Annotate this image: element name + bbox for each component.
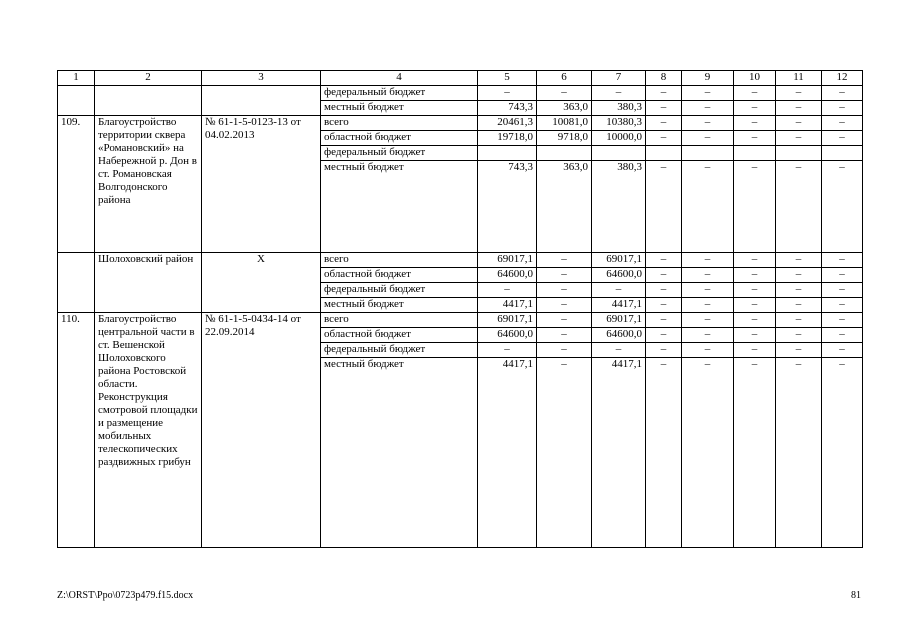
budget-source-label: областной бюджет	[321, 268, 478, 283]
budget-value-cell: 743,3	[478, 101, 537, 116]
budget-value-cell: –	[682, 161, 734, 253]
budget-value-cell	[537, 146, 592, 161]
budget-value-cell: –	[537, 313, 592, 328]
budget-value-cell: –	[682, 86, 734, 101]
budget-value-cell	[822, 146, 863, 161]
budget-value-cell: 69017,1	[478, 253, 537, 268]
budget-value-cell: 10000,0	[592, 131, 646, 146]
column-header: 6	[537, 71, 592, 86]
column-header: 4	[321, 71, 478, 86]
document-ref: № 61-1-5-0123-13 от 04.02.2013	[202, 116, 321, 253]
budget-value-cell: 69017,1	[592, 253, 646, 268]
budget-value-cell	[734, 146, 776, 161]
budget-value-cell: –	[646, 328, 682, 343]
object-name: Благоустройство центральной части в ст. Вешенской Шолоховского района Ростовской области. Реконструкция смотровой площадки и размещение мобильных телескопических раздвижных грибун	[95, 313, 202, 548]
budget-source-label: местный бюджет	[321, 101, 478, 116]
budget-value-cell: –	[822, 161, 863, 253]
budget-value-cell: 9718,0	[537, 131, 592, 146]
budget-value-cell: 19718,0	[478, 131, 537, 146]
budget-value-cell: –	[734, 116, 776, 131]
document-ref: № 61-1-5-0434-14 от 22.09.2014	[202, 313, 321, 548]
budget-value-cell: –	[776, 328, 822, 343]
budget-value-cell: –	[734, 343, 776, 358]
budget-value-cell: –	[682, 343, 734, 358]
budget-value-cell: –	[776, 101, 822, 116]
budget-value-cell: –	[822, 358, 863, 548]
budget-value-cell: –	[537, 86, 592, 101]
budget-value-cell: 10081,0	[537, 116, 592, 131]
budget-value-cell: –	[537, 298, 592, 313]
budget-value-cell: –	[592, 343, 646, 358]
budget-source-label: федеральный бюджет	[321, 146, 478, 161]
budget-source-label: местный бюджет	[321, 358, 478, 548]
budget-value-cell: –	[646, 343, 682, 358]
budget-value-cell: –	[776, 268, 822, 283]
budget-source-label: всего	[321, 253, 478, 268]
budget-value-cell: 380,3	[592, 161, 646, 253]
budget-value-cell: –	[478, 343, 537, 358]
document-ref: X	[202, 253, 321, 313]
budget-value-cell: 4417,1	[592, 298, 646, 313]
budget-value-cell: –	[682, 328, 734, 343]
budget-value-cell	[478, 146, 537, 161]
budget-source-label: местный бюджет	[321, 298, 478, 313]
budget-value-cell: –	[478, 283, 537, 298]
column-header: 11	[776, 71, 822, 86]
budget-value-cell	[776, 146, 822, 161]
column-header: 1	[58, 71, 95, 86]
object-name: Благоустройство территории сквера «Романовский» на Набережной р. Дон в ст. Романовская Волгодонского района	[95, 116, 202, 253]
budget-value-cell: –	[776, 253, 822, 268]
budget-value-cell	[646, 146, 682, 161]
budget-value-cell: 363,0	[537, 101, 592, 116]
budget-value-cell: –	[682, 313, 734, 328]
row-number: 110.	[58, 313, 95, 548]
budget-value-cell: –	[822, 328, 863, 343]
budget-source-label: федеральный бюджет	[321, 343, 478, 358]
object-name	[95, 86, 202, 116]
budget-value-cell: –	[537, 253, 592, 268]
budget-value-cell: 4417,1	[592, 358, 646, 548]
budget-value-cell: –	[682, 283, 734, 298]
footer-file-path: Z:\ORST\Ppo\0723p479.f15.docx	[57, 590, 194, 601]
budget-value-cell: 69017,1	[592, 313, 646, 328]
budget-value-cell: 64600,0	[478, 268, 537, 283]
column-header: 12	[822, 71, 863, 86]
budget-value-cell: –	[822, 283, 863, 298]
budget-value-cell: –	[646, 268, 682, 283]
budget-value-cell	[592, 146, 646, 161]
budget-value-cell: –	[682, 116, 734, 131]
budget-value-cell: –	[646, 313, 682, 328]
budget-value-cell: –	[734, 358, 776, 548]
row-number	[58, 253, 95, 313]
table-header-row	[58, 71, 863, 86]
budget-value-cell	[682, 146, 734, 161]
budget-value-cell: –	[822, 343, 863, 358]
budget-value-cell: 380,3	[592, 101, 646, 116]
budget-value-cell: 69017,1	[478, 313, 537, 328]
budget-value-cell: –	[734, 86, 776, 101]
budget-value-cell: –	[822, 101, 863, 116]
budget-value-cell: –	[537, 358, 592, 548]
footer-page-number: 81	[851, 590, 861, 601]
budget-value-cell: 64600,0	[478, 328, 537, 343]
budget-value-cell: –	[646, 298, 682, 313]
table-row	[58, 313, 863, 328]
budget-value-cell: –	[776, 131, 822, 146]
budget-value-cell: –	[682, 298, 734, 313]
budget-value-cell: –	[682, 131, 734, 146]
budget-value-cell: –	[682, 253, 734, 268]
budget-value-cell: 64600,0	[592, 328, 646, 343]
budget-source-label: всего	[321, 313, 478, 328]
budget-value-cell: –	[478, 86, 537, 101]
budget-value-cell: –	[822, 131, 863, 146]
budget-source-label: местный бюджет	[321, 161, 478, 253]
budget-value-cell: –	[822, 298, 863, 313]
budget-value-cell: 4417,1	[478, 358, 537, 548]
column-header: 2	[95, 71, 202, 86]
budget-value-cell: –	[734, 161, 776, 253]
budget-value-cell: –	[537, 283, 592, 298]
column-header: 10	[734, 71, 776, 86]
budget-value-cell: 4417,1	[478, 298, 537, 313]
budget-value-cell: –	[734, 298, 776, 313]
budget-source-label: всего	[321, 116, 478, 131]
budget-value-cell: –	[776, 313, 822, 328]
budget-value-cell: –	[592, 86, 646, 101]
budget-value-cell: –	[822, 268, 863, 283]
budget-value-cell: –	[734, 101, 776, 116]
budget-value-cell: –	[776, 283, 822, 298]
budget-source-label: федеральный бюджет	[321, 86, 478, 101]
column-header: 3	[202, 71, 321, 86]
budget-value-cell: –	[734, 131, 776, 146]
budget-value-cell: –	[646, 86, 682, 101]
budget-value-cell: –	[822, 116, 863, 131]
budget-value-cell: –	[776, 116, 822, 131]
budget-value-cell: –	[822, 253, 863, 268]
row-number	[58, 86, 95, 116]
budget-source-label: областной бюджет	[321, 328, 478, 343]
column-header: 9	[682, 71, 734, 86]
budget-value-cell: –	[646, 101, 682, 116]
column-header: 5	[478, 71, 537, 86]
budget-value-cell: –	[822, 313, 863, 328]
budget-value-cell: –	[776, 298, 822, 313]
budget-value-cell: –	[734, 253, 776, 268]
budget-value-cell: –	[734, 328, 776, 343]
budget-value-cell: –	[592, 283, 646, 298]
document-ref	[202, 86, 321, 116]
budget-value-cell: –	[646, 116, 682, 131]
budget-value-cell: –	[646, 283, 682, 298]
budget-value-cell: –	[646, 161, 682, 253]
object-name: Шолоховский район	[95, 253, 202, 313]
budget-value-cell: –	[682, 101, 734, 116]
column-header: 8	[646, 71, 682, 86]
budget-value-cell: –	[646, 253, 682, 268]
budget-value-cell: –	[537, 268, 592, 283]
table-row	[58, 86, 863, 101]
budget-value-cell: –	[734, 313, 776, 328]
budget-value-cell: 743,3	[478, 161, 537, 253]
table-row	[58, 116, 863, 131]
budget-value-cell: 64600,0	[592, 268, 646, 283]
column-header: 7	[592, 71, 646, 86]
budget-value-cell: –	[734, 268, 776, 283]
table-row	[58, 253, 863, 268]
row-number: 109.	[58, 116, 95, 253]
budget-value-cell: –	[776, 86, 822, 101]
budget-value-cell: –	[776, 161, 822, 253]
budget-value-cell: –	[537, 343, 592, 358]
budget-value-cell: –	[682, 358, 734, 548]
budget-value-cell: –	[646, 131, 682, 146]
budget-value-cell: –	[682, 268, 734, 283]
budget-value-cell: 20461,3	[478, 116, 537, 131]
budget-table	[57, 70, 863, 548]
budget-source-label: федеральный бюджет	[321, 283, 478, 298]
budget-value-cell: –	[537, 328, 592, 343]
budget-value-cell: 10380,3	[592, 116, 646, 131]
budget-value-cell: –	[776, 358, 822, 548]
budget-value-cell: –	[646, 358, 682, 548]
budget-value-cell: 363,0	[537, 161, 592, 253]
budget-value-cell: –	[822, 86, 863, 101]
budget-source-label: областной бюджет	[321, 131, 478, 146]
budget-value-cell: –	[776, 343, 822, 358]
budget-value-cell: –	[734, 283, 776, 298]
